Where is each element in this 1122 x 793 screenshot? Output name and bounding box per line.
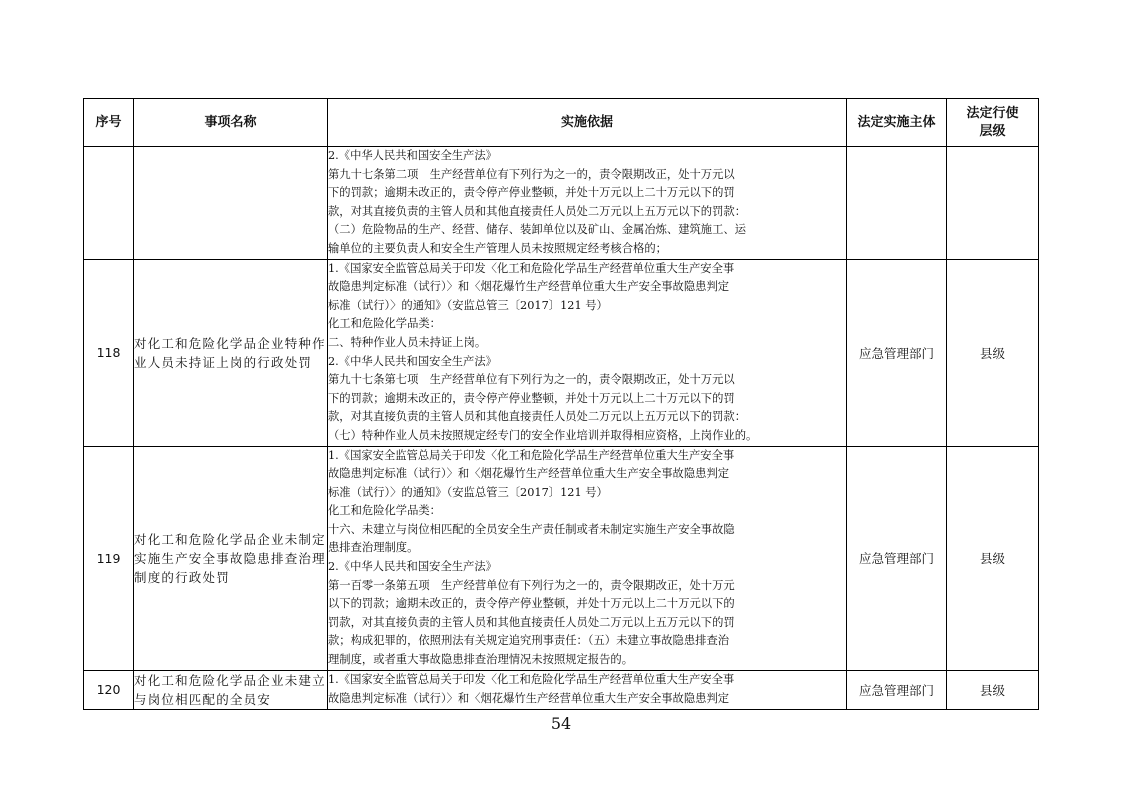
page-number: 54 <box>550 714 572 733</box>
row-seq: 120 <box>84 670 134 709</box>
basis-line: 1.《国家安全监管总局关于印发〈化工和危险化学品生产经营单位重大生产安全事 <box>328 673 735 687</box>
header-level: 法定行使层级 <box>947 99 1039 147</box>
row-basis <box>328 446 847 670</box>
basis-line: 故隐患判定标准（试行）〉和〈烟花爆竹生产经营单位重大生产安全事故隐患判定 <box>328 280 730 294</box>
basis-line: 故隐患判定标准（试行）〉和〈烟花爆竹生产经营单位重大生产安全事故隐患判定 <box>328 467 730 481</box>
table-row <box>84 147 1039 260</box>
row-subject: 应急管理部门 <box>847 259 947 446</box>
table-header-row <box>84 99 1039 147</box>
row-subject: 应急管理部门 <box>847 446 947 670</box>
header-basis: 实施依据 <box>328 99 847 147</box>
basis-line: 2.《中华人民共和国安全生产法》 <box>328 149 497 162</box>
basis-line: 化工和危险化学品类： <box>328 317 441 331</box>
basis-line: 第一百零一条第五项 生产经营单位有下列行为之一的，责令限期改正，处十万元 <box>328 578 735 592</box>
basis-line: 款，对其直接负责的主管人员和其他直接责任人员处二万元以上五万元以下的罚款： <box>328 410 746 424</box>
basis-line: 1.《国家安全监管总局关于印发〈化工和危险化学品生产经营单位重大生产安全事 <box>328 448 735 462</box>
basis-line: 2.《中华人民共和国安全生产法》 <box>328 560 497 574</box>
header-subject: 法定实施主体 <box>847 99 947 147</box>
row-seq <box>84 147 134 260</box>
basis-line: 2.《中华人民共和国安全生产法》 <box>328 354 497 368</box>
basis-line: 输单位的主要负责人和安全生产管理人员未按照规定经考核合格的； <box>328 241 667 255</box>
row-level <box>947 147 1039 260</box>
row-basis <box>328 259 847 446</box>
basis-line: 理制度，或者重大事故隐患排查治理情况未按照规定报告的。 <box>328 653 634 667</box>
basis-line: 下的罚款；逾期未改正的，责令停产停业整顿，并处十万元以上二十万元以下的罚 <box>328 391 735 405</box>
table-row <box>84 446 1039 670</box>
basis-line: 故隐患判定标准（试行）〉和〈烟花爆竹生产经营单位重大生产安全事故隐患判定 <box>328 691 730 705</box>
basis-line: 患排查治理制度。 <box>328 541 419 555</box>
basis-line: 1.《国家安全监管总局关于印发〈化工和危险化学品生产经营单位重大生产安全事 <box>328 261 735 275</box>
basis-line: 以下的罚款；逾期未改正的，责令停产停业整顿，并处十万元以上二十万元以下的 <box>328 597 735 611</box>
row-level: 县级 <box>947 670 1039 709</box>
row-seq: 119 <box>84 446 134 670</box>
basis-line: （七）特种作业人员未按照规定经专门的安全作业培训并取得相应资格，上岗作业的。 <box>328 428 758 442</box>
header-name: 事项名称 <box>134 99 328 147</box>
row-basis <box>328 147 847 260</box>
basis-line: 十六、未建立与岗位相匹配的全员安全生产责任制或者未制定实施生产安全事故隐 <box>328 522 735 536</box>
row-basis <box>328 670 847 709</box>
regulation-table <box>83 98 1039 710</box>
row-item-name <box>134 147 328 260</box>
row-level: 县级 <box>947 446 1039 670</box>
basis-line: 款；构成犯罪的，依照刑法有关规定追究刑事责任：（五）未建立事故隐患排查治 <box>328 634 730 648</box>
basis-line: （二）危险物品的生产、经营、储存、装卸单位以及矿山、金属冶炼、建筑施工、运 <box>328 223 746 237</box>
basis-line: 标准（试行）〉的通知》（安监总管三〔2017〕121 号） <box>328 298 608 312</box>
basis-line: 第九十七条第七项 生产经营单位有下列行为之一的，责令限期改正，处十万元以 <box>328 373 735 387</box>
row-item-name: 对化工和危险化学品企业特种作业人员未持证上岗的行政处罚 <box>134 259 328 446</box>
basis-line: 化工和危险化学品类： <box>328 504 441 518</box>
table-row <box>84 259 1039 446</box>
row-subject: 应急管理部门 <box>847 670 947 709</box>
row-subject <box>847 147 947 260</box>
table-row <box>84 670 1039 709</box>
basis-line: 第九十七条第二项 生产经营单位有下列行为之一的，责令限期改正，处十万元以 <box>328 167 735 181</box>
row-seq: 118 <box>84 259 134 446</box>
row-level: 县级 <box>947 259 1039 446</box>
basis-line: 标准（试行）〉的通知》（安监总管三〔2017〕121 号） <box>328 485 608 499</box>
row-item-name: 对化工和危险化学品企业未建立与岗位相匹配的全员安 <box>134 670 328 709</box>
row-item-name: 对化工和危险化学品企业未制定实施生产安全事故隐患排查治理制度的行政处罚 <box>134 446 328 670</box>
header-seq: 序号 <box>84 99 134 147</box>
basis-line: 罚款，对其直接负责的主管人员和其他直接责任人员处二万元以上五万元以下的罚 <box>328 615 735 629</box>
basis-line: 款，对其直接负责的主管人员和其他直接责任人员处二万元以上五万元以下的罚款： <box>328 204 746 218</box>
basis-line: 二、特种作业人员未持证上岗。 <box>328 335 487 349</box>
basis-line: 下的罚款；逾期未改正的，责令停产停业整顿，并处十万元以上二十万元以下的罚 <box>328 186 735 200</box>
